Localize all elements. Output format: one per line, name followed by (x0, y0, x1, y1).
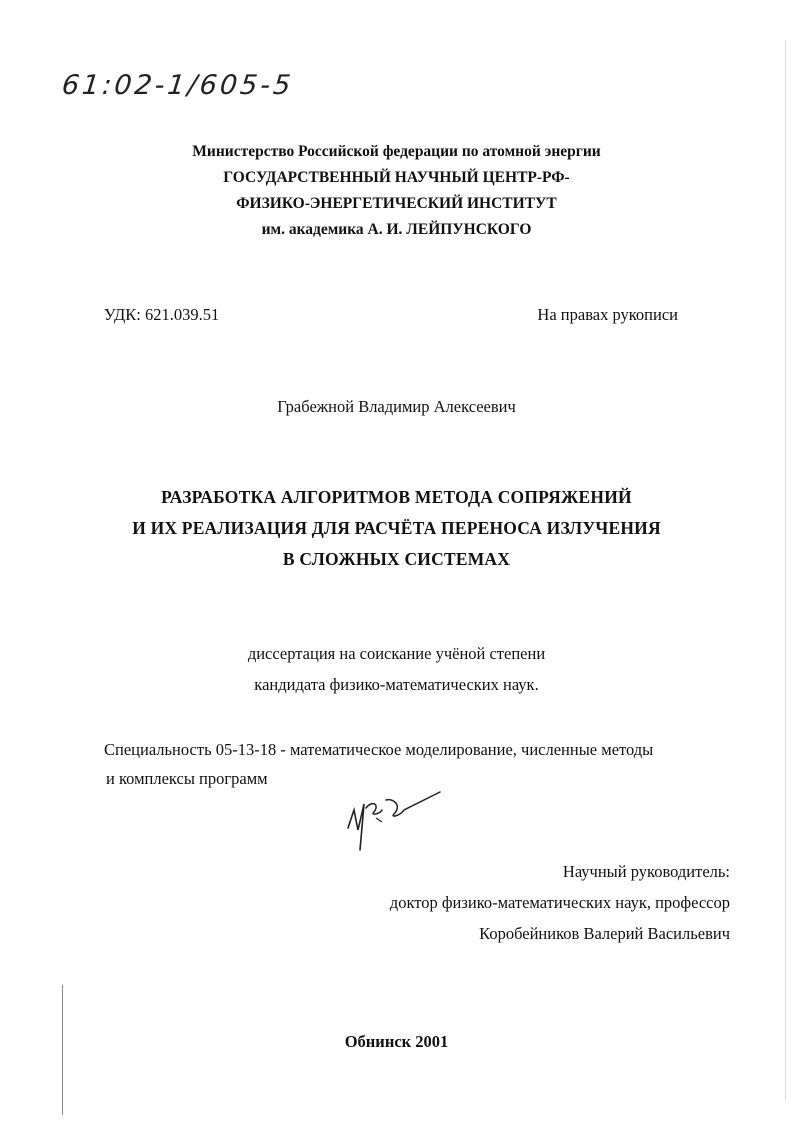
signature-icon (330, 770, 460, 860)
archive-number: 61:02-1/605-5 (60, 70, 295, 101)
supervisor-name: Коробейников Валерий Васильевич (479, 924, 730, 943)
degree-statement (0, 638, 793, 700)
udk-code: УДК: 621.039.51 (104, 305, 220, 324)
title-line-1: РАЗРАБОТКА АЛГОРИТМОВ МЕТОДА СОПРЯЖЕНИЙ (161, 487, 632, 507)
organization-institute: ФИЗИКО-ЭНЕРГЕТИЧЕСКИЙ ИНСТИТУТ (236, 195, 557, 212)
city-year: Обнинск 2001 (344, 1032, 449, 1051)
supervisor-label: Научный руководитель: (562, 862, 730, 881)
organization-center: ГОСУДАРСТВЕННЫЙ НАУЧНЫЙ ЦЕНТР-РФ- (223, 169, 570, 186)
degree-line-1: диссертация на соискание учёной степени (247, 644, 546, 663)
organization-named-after: им. академика А. И. ЛЕЙПУНСКОГО (261, 221, 532, 238)
supervisor-title: доктор физико-математических наук, профессор (389, 893, 730, 912)
rights-notice: На правах рукописи (537, 305, 678, 324)
scan-edge-line (62, 985, 63, 1115)
specialty-line-2: и комплексы программ (106, 769, 268, 788)
organization-ministry: Министерство Российской федерации по атомной энергии (192, 143, 601, 160)
scan-edge-line-right (785, 40, 786, 1100)
author-name: Грабежной Владимир Алексеевич (277, 397, 516, 416)
title-line-2: И ИХ РЕАЛИЗАЦИЯ ДЛЯ РАСЧЁТА ПЕРЕНОСА ИЗЛУЧЕНИЯ (132, 518, 661, 538)
dissertation-title (0, 482, 793, 575)
supervisor-block (390, 856, 730, 949)
organization-header (0, 139, 793, 243)
specialty-line-1: Специальность 05-13-18 - математическое моделирование, численные методы (104, 740, 654, 759)
title-line-3: В СЛОЖНЫХ СИСТЕМАХ (282, 549, 511, 569)
degree-line-2: кандидата физико-математических наук. (254, 675, 539, 694)
